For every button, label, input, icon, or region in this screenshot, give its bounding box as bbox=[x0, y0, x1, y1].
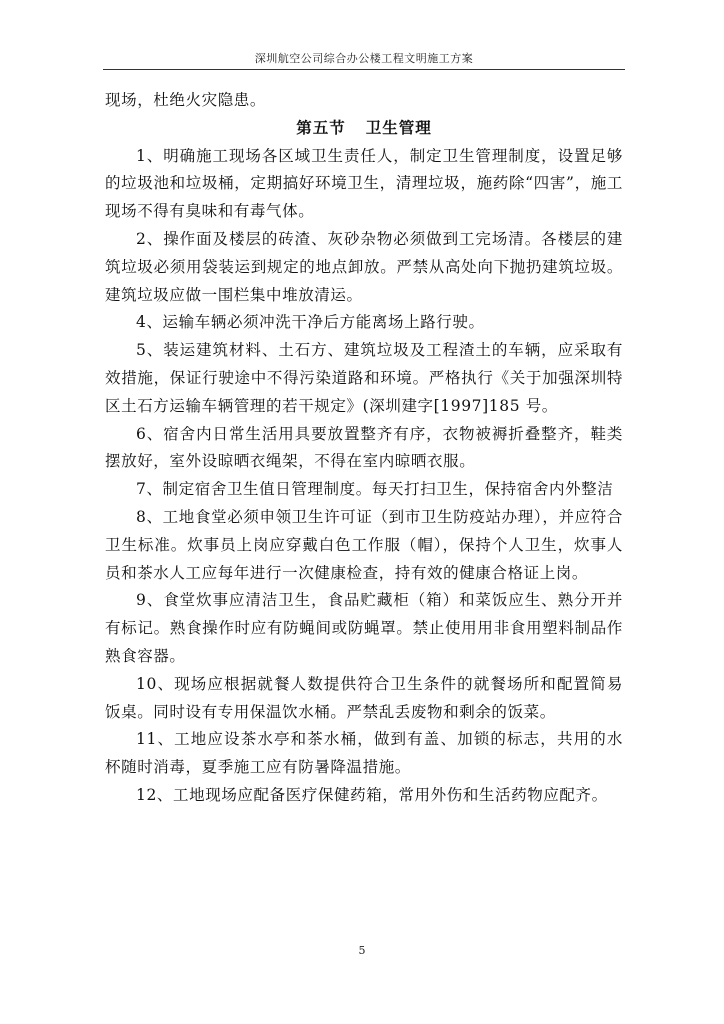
paragraph-continuation: 现场，杜绝火灾隐患。 bbox=[105, 91, 267, 109]
header-divider bbox=[103, 69, 625, 70]
page-number: 5 bbox=[358, 944, 366, 957]
page-header: 深圳航空公司综合办公楼工程文明施工方案 bbox=[254, 52, 474, 65]
paragraph-item-9: 9、食堂炊事应清洁卫生，食品贮藏柜（箱）和菜饭应生、熟分开并有标记。熟食操作时应有防蝇间或防蝇罩。禁止使用用非食用塑料制品作熟食容器。 bbox=[105, 591, 623, 665]
paragraph-item-6: 6、宿舍内日常生活用具要放置整齐有序，衣物被褥折叠整齐，鞋类摆放好，室外设晾晒衣绳架，不得在室内晾晒衣服。 bbox=[105, 424, 623, 471]
paragraph-item-7: 7、制定宿舍卫生值日管理制度。每天打扫卫生，保持宿舍内外整洁 bbox=[136, 480, 614, 499]
paragraph-item-1: 1、明确施工现场各区域卫生责任人，制定卫生管理制度，设置足够的垃圾池和垃圾桶，定期搞好环境卫生，清理垃圾，施药除“四害”，施工现场不得有臭味和有毒气体。 bbox=[105, 146, 623, 221]
paragraph-item-8: 8、工地食堂必须申领卫生许可证（到市卫生防疫站办理），并应符合卫生标准。炊事员上岗应穿戴白色工作服（帽），保持个人卫生，炊事人员和茶水人工应每年进行一次健康检查，持有效的健康合格证上岗。 bbox=[105, 507, 623, 582]
paragraph-item-5: 5、装运建筑材料、土石方、建筑垃圾及工程渣土的车辆，应采取有效措施，保证行驶途中不得污染道路和环境。严格执行《关于加强深圳特区土石方运输车辆管理的若干规定》(深圳建字[1997]185 号。 bbox=[105, 341, 623, 415]
document-body bbox=[105, 87, 623, 810]
section-number: 第五节 bbox=[296, 118, 346, 137]
section-heading bbox=[105, 115, 623, 143]
paragraph-item-4: 4、运输车辆必须冲洗干净后方能离场上路行驶。 bbox=[136, 313, 485, 332]
paragraph-item-10: 10、现场应根据就餐人数提供符合卫生条件的就餐场所和配置简易饭桌。同时设有专用保温饮水桶。严禁乱丢废物和剩余的饭菜。 bbox=[105, 674, 623, 721]
paragraph-item-12: 12、工地现场应配备医疗保健药箱，常用外伤和生活药物应配齐。 bbox=[136, 785, 608, 804]
paragraph-item-2: 2、操作面及楼层的砖渣、灰砂杂物必须做到工完场清。各楼层的建筑垃圾必须用袋装运到规定的地点卸放。严禁从高处向下抛扔建筑垃圾。建筑垃圾应做一围栏集中堆放清运。 bbox=[105, 229, 623, 304]
paragraph-item-11: 11、工地应设茶水亭和茶水桶，做到有盖、加锁的标志，共用的水杯随时消毒，夏季施工应有防暑降温措施。 bbox=[105, 730, 623, 777]
section-title: 卫生管理 bbox=[365, 118, 432, 137]
